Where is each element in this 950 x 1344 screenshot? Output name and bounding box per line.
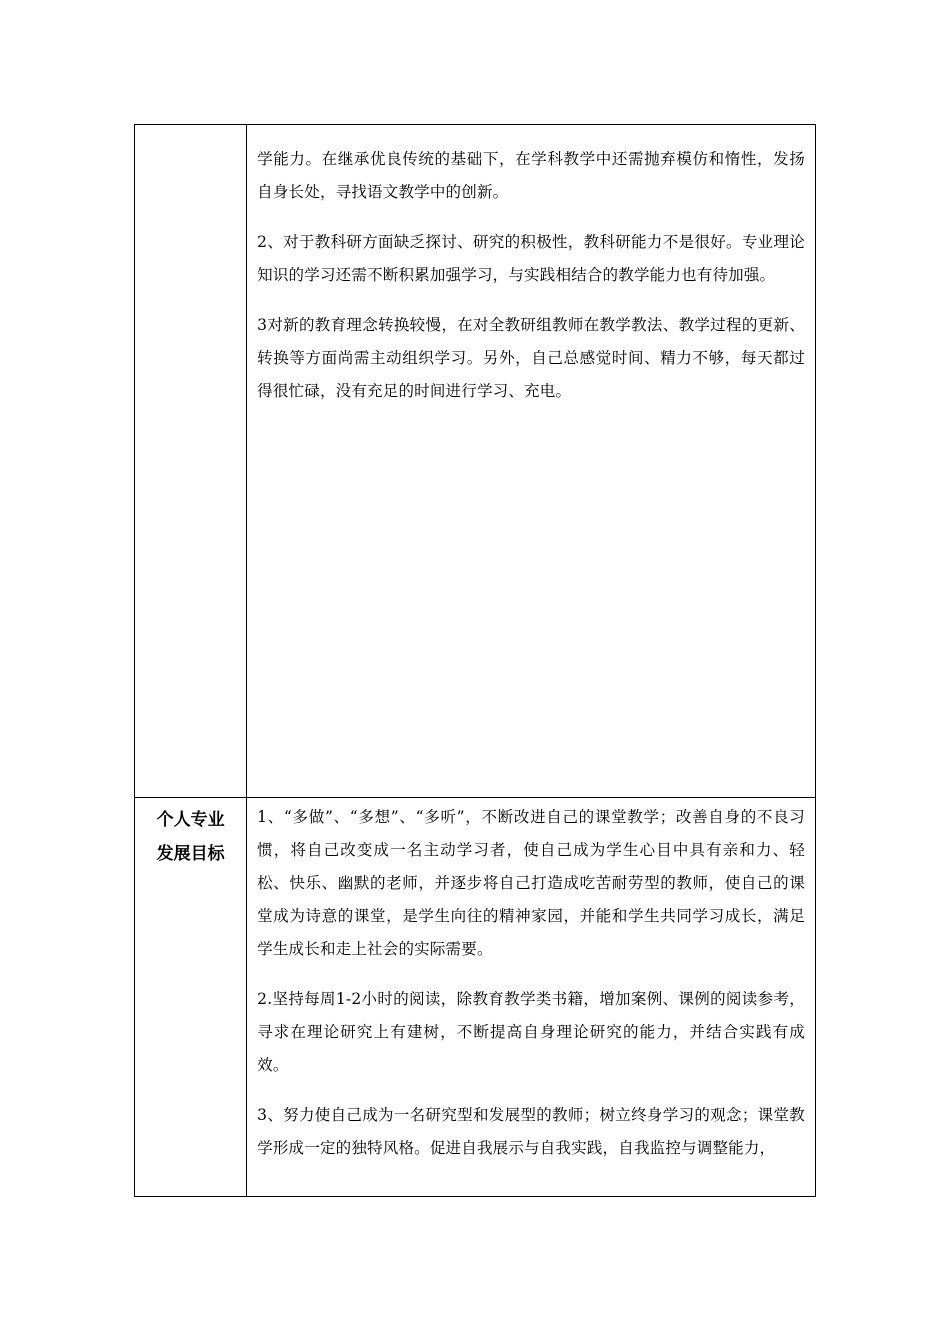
table-row-development-goals: [135, 798, 816, 1197]
row-label-cell-empty: [135, 125, 247, 798]
paragraph: 3、努力使自己成为一名研究型和发展型的教师；树立终身学习的观念；课堂教学形成一定的独特风格。促进自我展示与自我实践，自我监控与调整能力，: [257, 1106, 805, 1157]
row-content-cell: [247, 798, 816, 1197]
paragraph: 学能力。在继承优良传统的基础下，在学科教学中还需抛弃模仿和惰性，发扬自身长处，寻找语文教学中的创新。: [257, 150, 805, 201]
row-content-cell: [247, 125, 816, 798]
table-row-weaknesses: [135, 125, 816, 798]
paragraph: 2.坚持每周1-2小时的阅读，除教育教学类书籍，增加案例、课例的阅读参考，寻求在理论研究上有建树，不断提高自身理论研究的能力，并结合实践有成效。: [257, 990, 805, 1074]
row-label: [135, 798, 246, 871]
row-label-cell: [135, 798, 247, 1197]
document-table: [134, 124, 816, 1197]
row-label-line: 发展目标: [156, 844, 225, 864]
paragraph: 3对新的教育理念转换较慢，在对全教研组教师在教学教法、教学过程的更新、转换等方面尚需主动组织学习。另外，自己总感觉时间、精力不够，每天都过得很忙碌，没有充足的时间进行学习、充电。: [257, 316, 805, 400]
paragraph: 1、“多做”、“多想”、“多听”，不断改进自己的课堂教学；改善自身的不良习惯，将自己改变成一名主动学习者，使自己成为学生心目中具有亲和力、轻松、快乐、幽默的老师，并逐步将自己打造成吃苦耐劳型的教师，使自己的课堂成为诗意的课堂，是学生向往的精神家园，并能和学生共同学习成长，满足学生成长和走上社会的实际需要。: [257, 808, 805, 958]
paragraph: 2、对于教科研方面缺乏探讨、研究的积极性，教科研能力不是很好。专业理论知识的学习还需不断积累加强学习，与实践相结合的教学能力也有待加强。: [257, 233, 805, 284]
row-label-line: 个人专业: [156, 810, 225, 830]
